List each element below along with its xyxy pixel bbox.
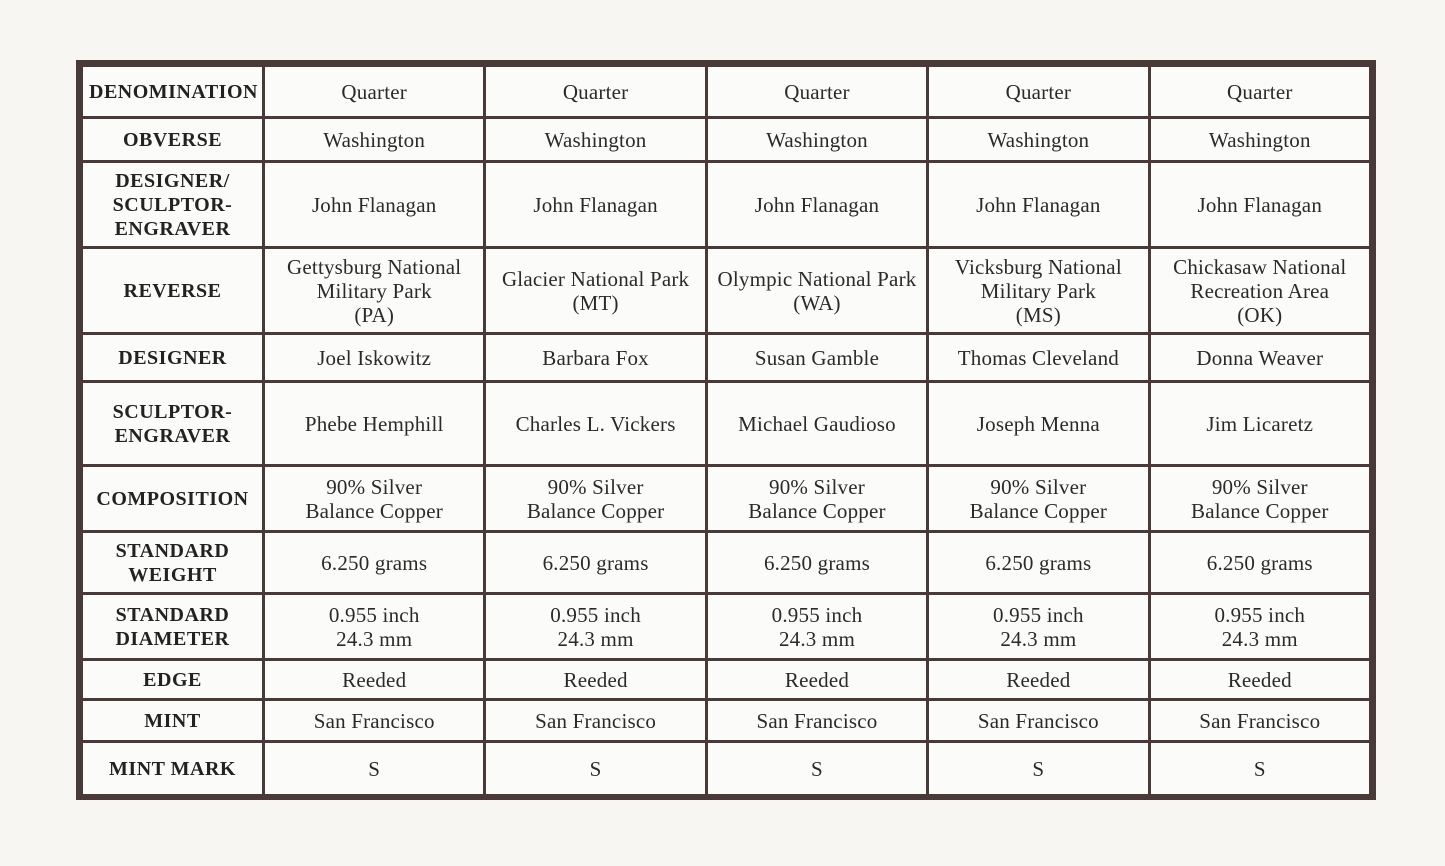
table-cell: Glacier National Park (MT): [485, 248, 706, 334]
row-label: STANDARD WEIGHT: [82, 532, 264, 594]
table-cell: 90% Silver Balance Copper: [1149, 466, 1370, 532]
table-cell: Washington: [928, 118, 1149, 162]
table-cell: 90% Silver Balance Copper: [928, 466, 1149, 532]
row-label: DESIGNER/ SCULPTOR- ENGRAVER: [82, 162, 264, 248]
table-cell: Thomas Cleveland: [928, 334, 1149, 382]
table-cell: Quarter: [706, 66, 927, 118]
table-cell: Michael Gaudioso: [706, 382, 927, 466]
table-cell: S: [928, 742, 1149, 796]
table-cell: Susan Gamble: [706, 334, 927, 382]
row-label: REVERSE: [82, 248, 264, 334]
row-label: MINT MARK: [82, 742, 264, 796]
row-label: EDGE: [82, 660, 264, 700]
table-row: [82, 248, 1371, 334]
table-cell: John Flanagan: [264, 162, 485, 248]
table-cell: 6.250 grams: [706, 532, 927, 594]
table-row: [82, 466, 1371, 532]
coin-specifications-table-frame: [76, 60, 1376, 800]
table-cell: Quarter: [485, 66, 706, 118]
table-cell: Phebe Hemphill: [264, 382, 485, 466]
table-cell: 6.250 grams: [485, 532, 706, 594]
table-cell: San Francisco: [1149, 700, 1370, 742]
table-cell: S: [1149, 742, 1370, 796]
table-row: [82, 594, 1371, 660]
table-cell: 6.250 grams: [928, 532, 1149, 594]
table-cell: Donna Weaver: [1149, 334, 1370, 382]
table-cell: Gettysburg National Military Park (PA): [264, 248, 485, 334]
table-cell: Chickasaw National Recreation Area (OK): [1149, 248, 1370, 334]
table-cell: John Flanagan: [928, 162, 1149, 248]
table-cell: 6.250 grams: [264, 532, 485, 594]
table-row: [82, 382, 1371, 466]
row-label: STANDARD DIAMETER: [82, 594, 264, 660]
table-cell: San Francisco: [264, 700, 485, 742]
table-cell: 0.955 inch 24.3 mm: [485, 594, 706, 660]
table-cell: Quarter: [264, 66, 485, 118]
table-cell: Barbara Fox: [485, 334, 706, 382]
table-cell: John Flanagan: [1149, 162, 1370, 248]
table-cell: Reeded: [485, 660, 706, 700]
table-cell: Reeded: [1149, 660, 1370, 700]
table-cell: John Flanagan: [485, 162, 706, 248]
table-row: [82, 334, 1371, 382]
table-cell: Reeded: [264, 660, 485, 700]
table-cell: San Francisco: [485, 700, 706, 742]
table-cell: Reeded: [706, 660, 927, 700]
table-cell: Joseph Menna: [928, 382, 1149, 466]
table-row: [82, 162, 1371, 248]
table-cell: 0.955 inch 24.3 mm: [706, 594, 927, 660]
row-label: DENOMINATION: [82, 66, 264, 118]
row-label: DESIGNER: [82, 334, 264, 382]
table-row: [82, 660, 1371, 700]
table-cell: Reeded: [928, 660, 1149, 700]
table-cell: Quarter: [1149, 66, 1370, 118]
table-row: [82, 118, 1371, 162]
table-cell: S: [264, 742, 485, 796]
table-cell: Washington: [706, 118, 927, 162]
table-row: [82, 532, 1371, 594]
table-cell: Olympic National Park (WA): [706, 248, 927, 334]
table-cell: Vicksburg National Military Park (MS): [928, 248, 1149, 334]
table-body: [82, 66, 1371, 796]
table-cell: 0.955 inch 24.3 mm: [928, 594, 1149, 660]
table-cell: Jim Licaretz: [1149, 382, 1370, 466]
table-cell: 90% Silver Balance Copper: [485, 466, 706, 532]
table-cell: S: [485, 742, 706, 796]
table-row: [82, 742, 1371, 796]
row-label: COMPOSITION: [82, 466, 264, 532]
row-label: SCULPTOR- ENGRAVER: [82, 382, 264, 466]
row-label: OBVERSE: [82, 118, 264, 162]
table-cell: 0.955 inch 24.3 mm: [264, 594, 485, 660]
table-cell: John Flanagan: [706, 162, 927, 248]
table-cell: San Francisco: [928, 700, 1149, 742]
table-cell: Washington: [1149, 118, 1370, 162]
table-cell: 90% Silver Balance Copper: [706, 466, 927, 532]
table-cell: 90% Silver Balance Copper: [264, 466, 485, 532]
row-label: MINT: [82, 700, 264, 742]
table-cell: S: [706, 742, 927, 796]
table-cell: 6.250 grams: [1149, 532, 1370, 594]
coin-specifications-table: [80, 64, 1372, 797]
table-row: [82, 66, 1371, 118]
table-row: [82, 700, 1371, 742]
table-cell: 0.955 inch 24.3 mm: [1149, 594, 1370, 660]
table-cell: Quarter: [928, 66, 1149, 118]
table-cell: Washington: [485, 118, 706, 162]
table-cell: Charles L. Vickers: [485, 382, 706, 466]
table-cell: Washington: [264, 118, 485, 162]
table-cell: Joel Iskowitz: [264, 334, 485, 382]
table-cell: San Francisco: [706, 700, 927, 742]
